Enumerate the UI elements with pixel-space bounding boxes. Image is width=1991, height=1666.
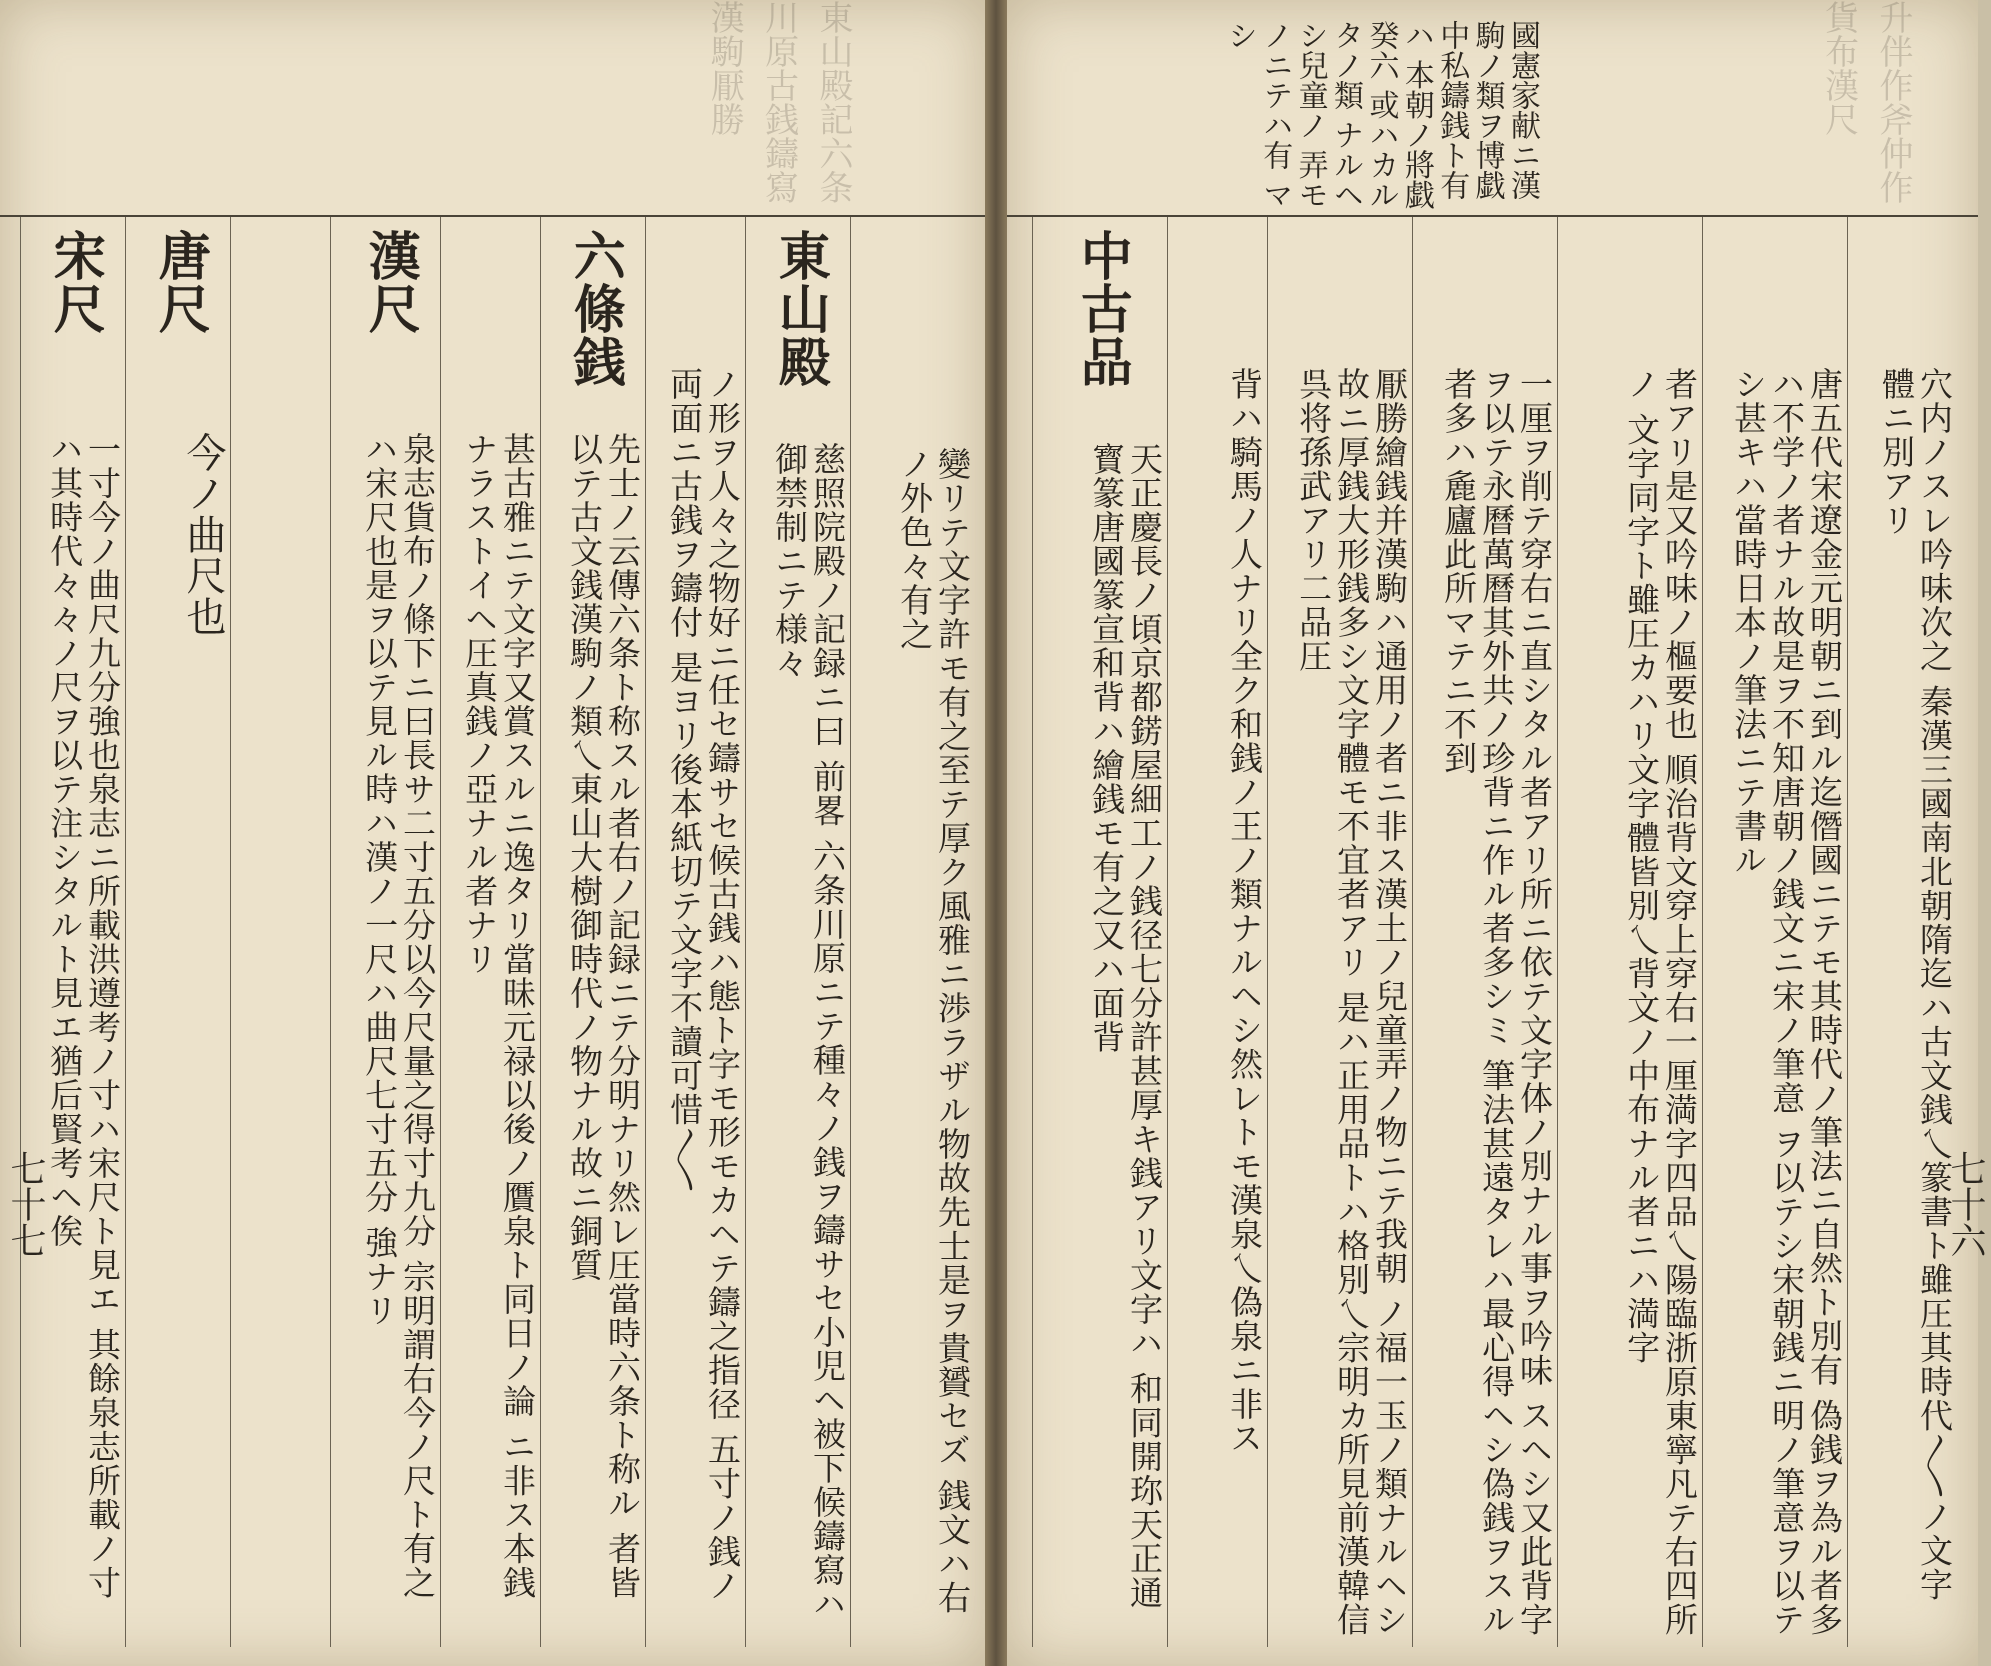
text-line: 變リテ文字許モ有之至テ厚ク風雅ニ渉ラザル物故先士是ヲ貴贇セズ xyxy=(933,447,972,1467)
column-rokujo-sen xyxy=(540,217,645,1647)
column-chuko-hin xyxy=(1032,217,1167,1647)
column-blank xyxy=(230,217,330,1647)
text-line: 天正慶長ノ頃京都錺屋細工ノ銭径七分許甚厚キ銭アリ文字ハ xyxy=(1125,442,1164,1360)
text-line: 者アリ是又吟味ノ樞要也 xyxy=(1660,367,1699,741)
text-line: 厭勝繪銭并漢駒ハ通用ノ者ニ非ス漢土ノ兒童弄ノ物ニテ我朝 xyxy=(1370,367,1409,1285)
column-kan-shaku xyxy=(330,217,440,1647)
text-line: 者皆以テ古文銭漢駒ノ類乀東山大樹御時代ノ物ナル故ニ銅質 xyxy=(565,432,642,1600)
text-line: 銭文ハ右ノ外色々有之 xyxy=(895,447,972,1615)
text-line: 偽銭ヲ為ル者多ハ不学ノ者ナル故是ヲ不知唐朝ノ銭文ニ宋ノ筆意 xyxy=(1767,367,1844,1637)
column-text xyxy=(440,217,540,1647)
text-line: 五寸ノ銭ノ両面ニ古銭ヲ鑄付 是ヨリ後本紙切テ文字不讀可惜〳〵 xyxy=(665,367,742,1603)
left-page-frame xyxy=(0,215,985,1647)
page-number-right: 七十六 xyxy=(1945,1150,1986,1258)
section-heading: 宋尺 xyxy=(44,229,106,335)
text-line: 唐五代宋遼金元明朝ニ到ル迄僭國ニテモ其時代ノ筆法ニ自然ト別有 xyxy=(1805,367,1844,1387)
text-line: 順治背文穿上穿右一厘満字四品乀陽臨浙原東寧凡テ右四所ノ xyxy=(1622,367,1699,1637)
column-text xyxy=(1557,217,1702,1647)
text-line: 泉志貨布ノ條下ニ曰長サ二寸五分以今尺量之得寸九分 xyxy=(398,432,437,1248)
text-line: ノ形ヲ人々之物好ニ任セ鑄サセ候古銭ハ態ト字モ形モカヘテ鑄之指径 xyxy=(703,367,742,1421)
section-heading: 唐尺 xyxy=(149,229,211,335)
column-text xyxy=(1847,217,1957,1647)
text-line: 文字同字ト雖圧カハリ文字體皆別乀背文ノ中布ナル者ニハ満字 xyxy=(1622,412,1662,1365)
column-higashiyama xyxy=(745,217,850,1647)
text-line: ヲ以テシ宋朝銭ニ明ノ筆意ヲ以テシ甚キハ當時日本ノ筆法ニテ書ル xyxy=(1729,367,1807,1637)
text-line: 一厘ヲ削テ穿右ニ直シタル者アリ所ニ依テ文字体ノ別ナル事ヲ吟味 xyxy=(1515,367,1554,1387)
text-line: 其餘泉志所載ノ寸ハ其時代々々ノ尺ヲ以テ注シタルト見エ猶后賢考ヘ俟 xyxy=(45,432,122,1600)
text-line: 秦漢三國南北朝隋迄ハ古文銭乀篆書ト雖圧其時代〳〵ノ文字 xyxy=(1915,684,1954,1602)
text-line: 六条川原ニテ種々ノ銭ヲ鑄サセ小児ヘ被下候鑄寫ハ御禁制ニテ様々 xyxy=(770,442,847,1621)
section-heading: 漢尺 xyxy=(359,229,421,335)
section-heading: 中古品 xyxy=(1071,229,1133,388)
column-text xyxy=(1412,217,1557,1647)
text-line: ノ福一玉ノ類ナルヘシ故ニ厚銭大形銭多シ文字體モ不宜者アリ xyxy=(1332,367,1409,1637)
section-heading: 東山殿 xyxy=(769,229,831,388)
text-line: 背ハ騎馬ノ人ナリ全ク和銭ノ王ノ類ナルヘシ然レトモ漢泉乀偽泉ニ非ス xyxy=(1225,367,1264,1455)
column-text xyxy=(1702,217,1847,1647)
column-text xyxy=(645,217,745,1647)
column-so-shaku xyxy=(20,217,125,1647)
show-through-text-left: 東山殿記六条川原古銭鑄寫漢駒厭勝 xyxy=(704,0,853,204)
column-continuation xyxy=(850,217,985,1647)
text-line: 穴内ノスレ吟味次之 xyxy=(1915,367,1954,673)
text-line small: 宗明謂右今ノ尺ト有之ハ宋尺也是ヲ以テ見ル時ハ漢ノ一尺ハ曲尺七寸五分 xyxy=(360,432,437,1600)
text-line small: 強ナリ xyxy=(360,1225,400,1328)
text-line: ニ非ス本銭ナラストイヘ圧真銭ノ亞ナル者ナリ xyxy=(460,432,537,1600)
book-gutter xyxy=(985,0,1007,1666)
right-page-frame xyxy=(1007,215,1978,1647)
column-text xyxy=(1167,217,1267,1647)
text-line: 筆法甚遠タレハ最心得ヘシ偽銭ヲスル者多ハ麁廬此所マテニ不到 xyxy=(1439,367,1517,1637)
text-line: スヘシ又此背字ヲ以テ永曆萬曆其外共ノ珍背ニ作ル者多シミ xyxy=(1477,367,1554,1637)
text-line: 慈照院殿ノ記録ニ曰 前畧 xyxy=(808,442,847,828)
top-marginal-note: 國憲家献ニ漢 駒ノ類ヲ博戯 中私鑄銭ト有ハ 本朝ノ將戯癸六 或ハカルタノ類 ナルヘシ兒童ノ 弄モノニテハ有 マシ xyxy=(1221,20,1540,210)
text-line: 體ニ別アリ xyxy=(1877,367,1917,537)
text-line: 先士ノ云傳六条ト称スル者右ノ記録ニテ分明ナリ然レ圧當時六条ト称ル xyxy=(603,432,642,1520)
page-number-left: 七十七 xyxy=(5,1150,46,1258)
text-line: 今ノ曲尺也 xyxy=(180,432,226,637)
show-through-text-right: 升伴作斧仲作貨布漢尺 xyxy=(1818,0,1913,204)
section-heading: 六條銭 xyxy=(564,229,626,388)
text-line: 甚古雅ニテ文字又賞スルニ逸タリ當昧元禄以後ノ贋泉ト同日ノ論 xyxy=(498,432,537,1418)
text-line: 一寸今ノ曲尺九分強也泉志ニ所載洪遵考ノ寸ハ宋尺ト見エ xyxy=(83,432,122,1316)
column-text xyxy=(1267,217,1412,1647)
column-to-shaku xyxy=(125,217,230,1647)
text-line: 是ハ正用品トハ格別乀宗明カ所見前漢韓信呉将孫武アリ二品圧 xyxy=(1294,367,1372,1637)
text-line: 和同開珎天正通寳篆唐國篆宣和背ハ繪銭モ有之又ハ面背 xyxy=(1087,442,1164,1610)
